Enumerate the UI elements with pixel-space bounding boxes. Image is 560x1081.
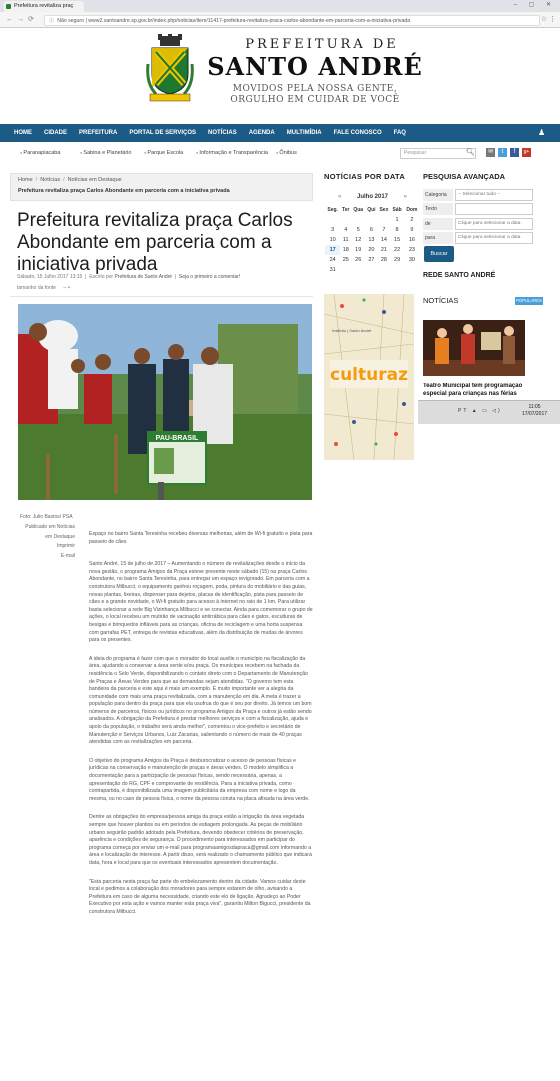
banner-small-text: Instituto | Santo André [332, 328, 372, 333]
written-by-label: Escrito por [89, 274, 114, 280]
font-size-label: tamanho da fonte [17, 285, 56, 291]
calendar-day[interactable]: 23 [408, 247, 415, 253]
calendar-day[interactable]: 15 [394, 237, 401, 243]
article-paragraph: A ideia do programa é fazer com que o morador do local auxilie o município na fiscalização da área, ajudando a conservar a área verde e/ou praça. Os munícipes recebem na fachada da residência o Selo Verde, disponibilizando o contato direto com o Departamento de Manutenção de Praças e Áreas Verdes para que as demandas sejam atendidas. "O governo tem esta bandeira da parceria e este aqui é mais um exemplo. É muito importante ver a alegria da comunidade com mais uma praça revitalizada, com a manutenção em dia. A meta é trazer a população para dentro da praça para que ela usufrua do que é seu por direito. Já temos um bom números de parceiros, físicos ou jurídicos no programa Amigos da Praça e outros já estão sendo analisados. A obrigação da Prefeitura é prestar melhores serviços e com a fiscalização, ajuda e apoio da população, o trabalho será ainda melhor", comentou o vice-prefeito e secretário de Manutenção e Serviços Urbanos, Luiz Zacarias, salientando o número de mais de 40 praças atendidas com as revitalizações em parceria. [89, 655, 312, 746]
nav-item-multim-dia[interactable]: MULTIMÍDIA [286, 130, 322, 136]
calendar-month: Julho 2017 [356, 194, 388, 200]
calendar-weekday: Sex [379, 207, 389, 213]
city-coat-of-arms-logo[interactable] [146, 34, 194, 104]
news-by-date-title: NOTÍCIAS POR DATA [324, 172, 406, 181]
calendar-weekday: Sáb [392, 207, 402, 213]
tab-title: Prefeitura revitaliza praç [14, 3, 74, 9]
breadcrumb-current: Prefeitura revitaliza praça Carlos Abondante em parceria com a iniciativa privada [18, 188, 230, 194]
twitter-icon[interactable]: t [498, 148, 507, 157]
search-button[interactable]: Buscar [424, 246, 454, 262]
calendar-day[interactable]: 14 [380, 237, 387, 243]
sub-nav [0, 146, 560, 164]
news-headline[interactable]: Teatro Municipal tem programação especial para crianças nas férias [423, 383, 523, 397]
subnav-item-paranapiacaba[interactable]: ● Paranapiacaba [20, 150, 60, 156]
comment-link[interactable]: Seja o primeiro a comentar! [178, 274, 241, 280]
breadcrumb: Home / Notícias / Notícias em Destaque [18, 177, 122, 183]
user-icon[interactable]: ♟ [538, 128, 546, 137]
calendar-day[interactable]: 27 [368, 257, 375, 263]
calendar-day [365, 215, 377, 225]
browser-tab-strip [0, 0, 560, 12]
subnav-item-parque-escola[interactable]: ● Parque Escola [144, 150, 183, 156]
article-paragraph: Dentre as obrigações do empresa/pessoa amiga da praça estão a irrigação da área vegetada sempre que houver plantios ou em períodos de estiagem prolongada. As peças de mobiliário urbano seguirão padrão adotado pela Prefeitura, devendo obedecer critérios de preservação, aparência e condições de segurança. O procedimento para interessados em participar do programa começa por enviar um e-mail para programaamigosdapraca@gmail.com informando a área e localização de interesse. A partir disso, será realizado o chamamento público que indicará data, hora e local para que os eventuais interessados apresentem documentação. [89, 814, 312, 866]
destaque-link[interactable]: em Destaque [45, 533, 75, 540]
clock-time: 11:05 [528, 404, 541, 410]
photo-caption: Foto: Julio Bastos/ PSA [20, 514, 73, 520]
calendar-day [340, 265, 351, 275]
calendar-day [365, 265, 377, 275]
taskbar-language[interactable]: PT [458, 408, 469, 414]
calendar-day[interactable]: 6 [369, 227, 373, 233]
published-in-link[interactable]: Publicado em Notícias [25, 524, 75, 530]
to-date-input[interactable]: Clique para selecionar a data [455, 232, 533, 244]
article-title: Prefeitura revitaliza praça Carlos Abondante em parceria com a iniciativa privada [17, 210, 293, 275]
font-size-buttons[interactable]: – + [63, 285, 71, 291]
article-paragraph: O objetivo do programa Amigos da Praça é desburocratizar o acesso de pessoas físicas e jurídicas na conservação e manutenção de praças e áreas verdes. O modelo simplifica a documentação para a participação de pessoas físicas, sendo necessária, apenas, a apresentação do RG, CPF e comprovante de residência. Para a iniciativa privada, como contrapartida, é disponibilizada uma imagem publicitária da empresa com nome e logo da mesma, ou no caso de pessoa física, o nome da pessoa consta na placa afixada na área verde. [89, 757, 310, 802]
facebook-icon[interactable]: f [510, 148, 519, 157]
calendar-day[interactable]: 17 [325, 245, 340, 255]
calendar-day[interactable]: 8 [395, 227, 399, 233]
calendar-prev-button[interactable]: « [337, 194, 342, 200]
calendar-day[interactable]: 28 [380, 257, 387, 263]
search-icon[interactable]: 🔍︎ [466, 149, 475, 156]
url-field[interactable]: ⓘ Não seguro | www2.santoandre.sp.gov.br/index.php/noticias/item/11417-prefeitura-revitaliza-praca-carlos-abondante-em-parceria-com-a-iniciativa-privada [44, 15, 540, 26]
calendar [325, 205, 420, 275]
news-widget-title: NOTÍCIAS [423, 296, 459, 305]
calendar-day[interactable]: 25 [342, 257, 349, 263]
browser-menu-icon[interactable]: ☆ ⋮ [540, 16, 556, 23]
popular-badge[interactable]: POPULARES [516, 298, 542, 303]
subnav-item-transparencia[interactable]: ● Informação e Transparência [196, 150, 268, 156]
culturaz-banner[interactable] [324, 294, 414, 460]
nav-item-portal-de-servi-os[interactable]: PORTAL DE SERVIÇOS [129, 130, 197, 136]
email-link[interactable]: E-mail [60, 552, 75, 559]
calendar-day [351, 265, 365, 275]
calendar-day[interactable]: 1 [395, 217, 399, 223]
from-date-input[interactable]: Clique para selecionar a data [455, 218, 533, 230]
calendar-day [377, 215, 390, 225]
article-meta: Sábado, 15 Julho 2017 13:15 | Escrito por Prefeitura de Santo André | Seja o primeiro a comentar! [17, 274, 241, 280]
calendar-weekday: Ter [342, 207, 350, 213]
calendar-day [377, 265, 390, 275]
slogan-line-1: MOVIDOS PELA NOSSA GENTE, [232, 84, 398, 94]
article-body [89, 531, 313, 928]
calendar-weekday: Seg. [327, 207, 338, 213]
rede-santo-andre-title: REDE SANTO ANDRÉ [423, 272, 496, 279]
main-nav [0, 124, 560, 142]
calendar-day[interactable]: 20 [368, 247, 375, 253]
calendar-day[interactable]: 21 [380, 247, 387, 253]
text-input[interactable] [455, 203, 533, 215]
calendar-day[interactable]: 4 [344, 227, 348, 233]
calendar-day[interactable]: 24 [329, 257, 336, 263]
banner-logo-text: culturaz [330, 365, 408, 385]
subnav-item-sabina[interactable]: ● Sabina e Planetário [80, 150, 131, 156]
nav-item-cidade[interactable]: CIDADE [44, 130, 68, 136]
calendar-header [325, 194, 420, 200]
calendar-day[interactable]: 3 [331, 227, 335, 233]
text-label: Texto [423, 203, 453, 215]
nav-item-faq[interactable]: FAQ [393, 130, 406, 136]
calendar-day[interactable]: 19 [355, 247, 362, 253]
calendar-day[interactable]: 5 [356, 227, 360, 233]
calendar-day[interactable]: 18 [342, 247, 349, 253]
from-date-label: de [423, 218, 453, 230]
url-text: www2.santoandre.sp.gov.br/index.php/noticias/item/11417-prefeitura-revitaliza-praca-carlos-abondante-em-parceria-com-a-iniciativa-privada [88, 18, 411, 24]
article-paragraph: "Esta parceria nesta praça faz parte do embelezamento dentro da cidade. Vamos cuidar deste local e pedimos a colaboração dos moradores para sempre estarem de olho, avisando a Prefeitura em caso de alguma necessidade, criando este elo de ligação. Agradeço ao Poder Executivo por esta ação e vamos manter esta praça viva", garantiu Milton Bigucci, presidente da construtora Milbucci. [89, 878, 311, 915]
subnav-item-onibus[interactable]: ● Ônibus [276, 150, 297, 156]
to-date-label: para [423, 232, 453, 244]
calendar-weekday: Qui [367, 207, 376, 213]
security-label: Não seguro [57, 18, 85, 24]
nav-item-agenda[interactable]: AGENDA [248, 130, 275, 136]
info-icon[interactable]: ⓘ [49, 18, 55, 24]
logo-title-small: PREFEITURA DE [245, 37, 399, 52]
nav-item-prefeitura[interactable]: PREFEITURA [79, 130, 118, 136]
calendar-day[interactable]: 11 [342, 237, 349, 243]
nav-item-not-cias[interactable]: NOTÍCIAS [208, 130, 237, 136]
article-photo[interactable] [18, 304, 312, 500]
nav-item-fale-conosco[interactable]: FALE CONOSCO [333, 130, 382, 136]
svg-text:PAU-BRASIL: PAU-BRASIL [155, 435, 199, 442]
calendar-day [325, 215, 340, 225]
calendar-day[interactable]: 22 [394, 247, 401, 253]
news-thumbnail[interactable] [423, 320, 525, 376]
calendar-weekday: Dom [406, 207, 418, 213]
calendar-day [340, 215, 351, 225]
breadcrumb-noticias[interactable]: Notícias [40, 177, 61, 183]
article-side-links [20, 523, 75, 561]
calendar-day[interactable]: 12 [355, 237, 362, 243]
email-icon[interactable]: ✉ [487, 149, 494, 155]
calendar-day[interactable]: 30 [408, 257, 415, 263]
calendar-day[interactable]: 13 [368, 237, 375, 243]
taskbar-tray[interactable]: PT ▲ ▭ ◁) [458, 408, 502, 414]
googleplus-icon[interactable]: g+ [523, 149, 530, 155]
advanced-search-title: PESQUISA AVANÇADA [423, 172, 506, 181]
calendar-day[interactable]: 26 [355, 257, 362, 263]
calendar-day[interactable]: 7 [382, 227, 386, 233]
calendar-day[interactable]: 10 [329, 237, 336, 243]
slogan-line-2: ORGULHO EM CUIDAR DE VOCÊ [230, 95, 400, 105]
divider [10, 296, 313, 297]
calendar-day[interactable]: 2 [410, 217, 414, 223]
calendar-day [351, 215, 365, 225]
article-date: Sábado, 15 Julho 2017 13:15 [17, 274, 83, 280]
article-lead: Espaço no bairro Santa Teresinha recebeu diversas melhorias, além de Wi-fi gratuito e pista para passeio de cães [89, 531, 313, 545]
calendar-day [390, 265, 403, 275]
calendar-weekday: Qua [353, 207, 364, 213]
calendar-day[interactable]: 16 [408, 237, 415, 243]
browser-tab[interactable] [4, 1, 84, 12]
breadcrumb-destaque[interactable]: Notícias em Destaque [67, 177, 122, 183]
calendar-day[interactable]: 29 [394, 257, 401, 263]
window-controls[interactable]: – ▢ ✕ [513, 2, 556, 8]
search-input[interactable]: Pesquisar [400, 148, 476, 159]
font-size-control [17, 285, 70, 291]
calendar-day[interactable]: 9 [410, 227, 414, 233]
clock-date: 17/07/2017 [522, 411, 548, 417]
calendar-day[interactable]: 31 [329, 267, 336, 273]
calendar-next-button[interactable]: » [403, 194, 408, 200]
favicon-icon [6, 4, 11, 9]
logo-title-big[interactable]: SANTO ANDRÉ [207, 52, 423, 81]
category-label: Categoria [423, 189, 453, 201]
print-link[interactable]: Imprimir [56, 543, 75, 549]
breadcrumb-home[interactable]: Home [18, 177, 33, 183]
browser-nav-buttons[interactable]: ←→⟳ [6, 16, 38, 23]
article-paragraph: Santo André, 15 de julho de 2017 – Aumentando o número de revitalizações desde o início da nova gestão, o programa Amigos da Praça esteve presente neste sábado (15) na praça Carlos Abondante, no bairro Santa Teresinha, para entregar um espaço revigorado. Em parceria com a construtora Milbucci, o equipamento ganhou roçagem, poda, pintura do mobiliário e das guias, novas plantas, lixeiras, dispenser para dejetos, placas de identificação, pista para passeio de cães e a grande novidade, o Wi-fi gratuito para acesso à internet no raio de 1 km. Para utilizar basta selecionar a rede Big Vizinhança Milbucci e se conectar. Ainda para comemorar o grupo de ações, o local recebeu um mutirão de vacinação antirrábica para cães e gatos, esculturas de bexigas e brinquedos infláveis para as crianças, oficina de reciclagem e uma horta suspensa com garrafas PET, entrega de revistas educativas, além da distribuição de mudas de árvores para os presentes. [89, 561, 313, 644]
nav-item-home[interactable]: HOME [14, 130, 32, 136]
taskbar-clock[interactable] [522, 404, 547, 418]
category-select[interactable]: -- Selecionar tudo -- [455, 189, 533, 201]
calendar-day [404, 265, 420, 275]
article-author[interactable]: Prefeitura de Santo André [114, 274, 173, 280]
